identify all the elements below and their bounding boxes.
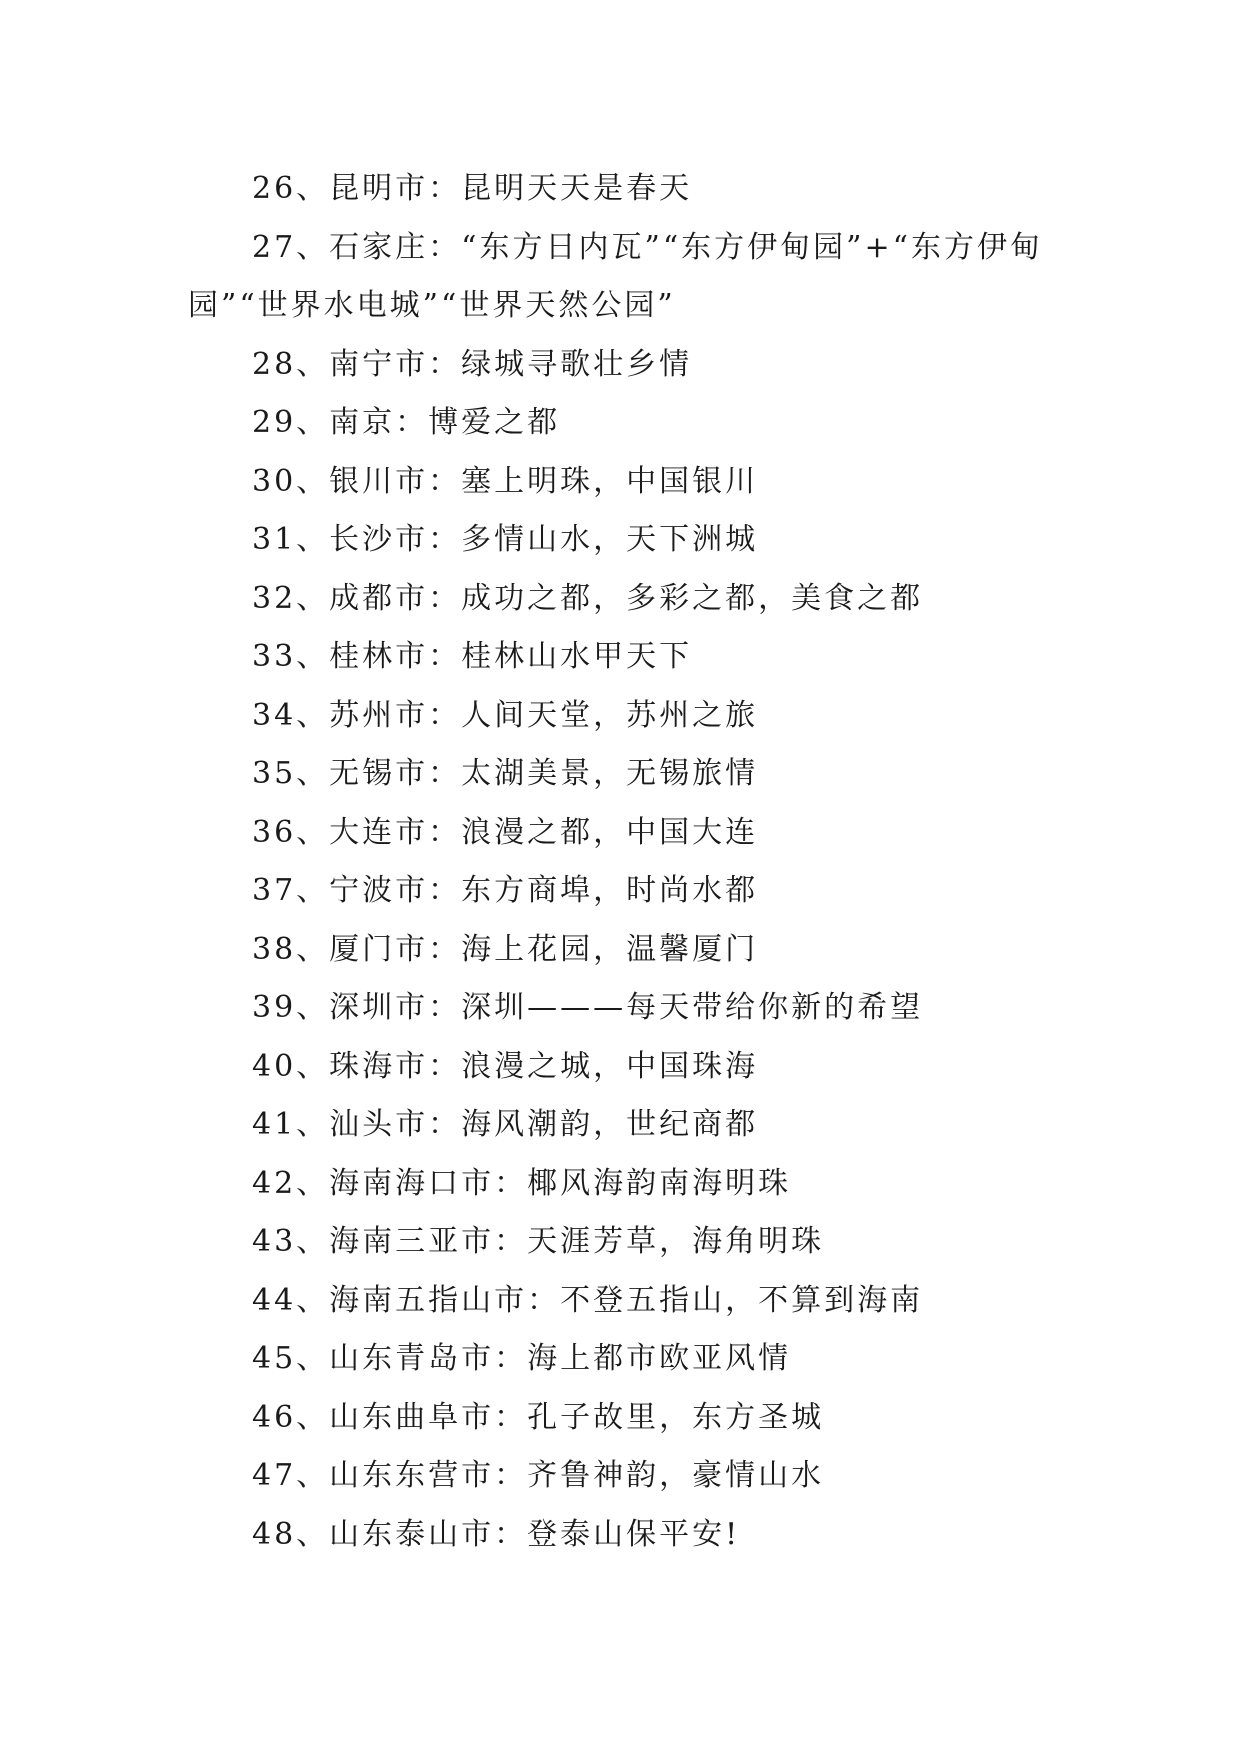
list-item: 29、南京：博爱之都: [252, 405, 561, 440]
list-item: 28、南宁市：绿城寻歌壮乡情: [252, 346, 693, 382]
list-item: 38、厦门市：海上花园，温馨厦门: [252, 931, 759, 967]
list-item: 35、无锡市：太湖美景，无锡旅情: [252, 756, 759, 791]
list-item: 33、桂林市：桂林山水甲天下: [252, 639, 693, 674]
list-item: 37、宁波市：东方商埠，时尚水都: [252, 873, 759, 908]
list-item: 42、海南海口市：椰风海韵南海明珠: [252, 1165, 792, 1201]
list-item: 43、海南三亚市：天涯芳草，海角明珠: [252, 1224, 825, 1259]
list-item: 31、长沙市：多情山水，天下洲城: [252, 522, 759, 557]
list-item: 46、山东曲阜市：孔子故里，东方圣城: [252, 1399, 825, 1435]
list-item: 45、山东青岛市：海上都市欧亚风情: [252, 1341, 792, 1376]
slogan-list: [188, 160, 1058, 1564]
list-item: 44、海南五指山市：不登五指山，不算到海南: [252, 1282, 924, 1318]
list-item: 36、大连市：浪漫之都，中国大连: [252, 814, 759, 850]
list-item: 34、苏州市：人间天堂，苏州之旅: [252, 697, 759, 733]
list-item: 48、山东泰山市：登泰山保平安!: [252, 1516, 741, 1552]
list-item: 27、石家庄：“东方日内瓦”“东方伊甸园”+“东方伊甸园”“世界水电城”“世界天然公园”: [188, 229, 1043, 323]
list-item: 30、银川市：塞上明珠，中国银川: [252, 463, 759, 499]
list-item: 32、成都市：成功之都，多彩之都，美食之都: [252, 580, 924, 616]
list-item: 26、昆明市：昆明天天是春天: [252, 171, 693, 206]
list-item: 39、深圳市：深圳———每天带给你新的希望: [252, 990, 924, 1025]
list-item: 40、珠海市：浪漫之城，中国珠海: [252, 1048, 759, 1084]
list-item: 41、汕头市：海风潮韵，世纪商都: [252, 1107, 759, 1142]
list-item: 47、山东东营市：齐鲁神韵，豪情山水: [252, 1458, 825, 1493]
